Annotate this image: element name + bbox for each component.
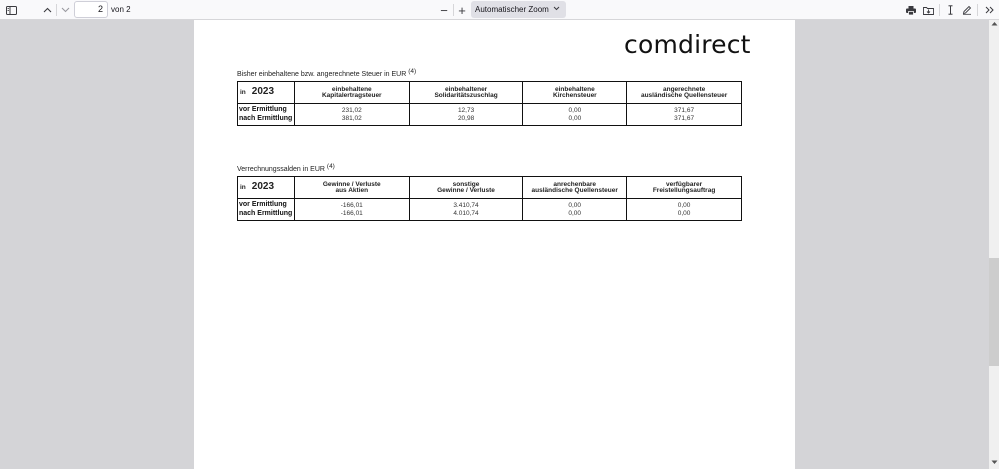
toolbar-divider — [939, 4, 940, 16]
column-header: verfügbarer Freistellungsauftrag — [627, 177, 742, 199]
pen-icon — [962, 5, 972, 15]
toolbar-divider — [56, 4, 57, 16]
row-labels: vor Ermittlung nach Ermittlung — [238, 199, 295, 221]
column-header: einbehaltene Kirchensteuer — [523, 82, 627, 104]
withheld-tax-table — [237, 81, 742, 126]
pdf-toolbar — [0, 0, 999, 20]
chevron-up-icon — [43, 7, 52, 13]
toolbar-divider — [453, 4, 454, 16]
table-cell: 231,02 381,02 — [294, 104, 409, 126]
table-cell: 12,73 20,98 — [409, 104, 523, 126]
double-chevron-right-icon — [985, 6, 994, 14]
column-header: einbehaltene Kapitalertragsteuer — [294, 82, 409, 104]
table-header-row — [238, 177, 742, 199]
column-header: Gewinne / Verluste aus Aktien — [294, 177, 409, 199]
chevron-down-icon — [61, 7, 70, 13]
table-cell: 0,00 0,00 — [523, 199, 627, 221]
print-icon — [906, 6, 916, 15]
table-cell: 0,00 0,00 — [523, 104, 627, 126]
table-cell: 371,67 371,67 — [627, 104, 742, 126]
text-tool-button[interactable] — [944, 2, 956, 18]
zoom-level-select[interactable] — [471, 1, 566, 18]
previous-page-button[interactable] — [40, 2, 54, 18]
plus-icon: + — [458, 2, 466, 18]
toolbar-divider — [977, 4, 978, 16]
table-cell: -166,01 -166,01 — [294, 199, 409, 221]
scroll-down-icon — [991, 460, 998, 465]
table-row — [238, 199, 742, 221]
document-viewer — [0, 20, 989, 469]
zoom-in-button[interactable] — [455, 2, 469, 18]
offset-balances-table — [237, 176, 742, 221]
footnote-marker: (4) — [408, 68, 417, 75]
comdirect-logo: comdirect — [624, 30, 751, 59]
scrollbar-thumb[interactable] — [989, 258, 999, 366]
pdf-page — [194, 20, 795, 469]
vertical-scrollbar[interactable] — [989, 20, 999, 469]
page-count-label: von 2 — [111, 5, 131, 14]
table-cell: 3.410,74 4.010,74 — [409, 199, 523, 221]
next-page-button[interactable] — [58, 2, 72, 18]
year-header: in 2023 — [238, 82, 295, 104]
scroll-down-button[interactable] — [989, 459, 999, 469]
zoom-out-button[interactable] — [437, 2, 451, 18]
table-cell: 0,00 0,00 — [627, 199, 742, 221]
table-header-row — [238, 82, 742, 104]
minus-icon: − — [440, 2, 448, 18]
zoom-level-value: Automatischer Zoom — [475, 5, 549, 14]
withheld-tax-title: Bisher einbehaltene bzw. angerechnete Steuer in EUR $^{(4)}$ — [237, 68, 417, 78]
table-row — [238, 104, 742, 126]
scroll-up-icon — [991, 21, 998, 26]
column-header: einbehaltener Solidaritätszuschlag — [409, 82, 523, 104]
page-number-input[interactable]: 2 — [74, 1, 108, 18]
scroll-up-button[interactable] — [989, 20, 999, 30]
more-tools-button[interactable] — [982, 2, 996, 18]
text-cursor-icon — [947, 5, 954, 15]
row-labels: vor Ermittlung nach Ermittlung — [238, 104, 295, 126]
chevron-down-icon — [553, 4, 560, 13]
column-header: anrechenbare ausländische Quellensteuer — [523, 177, 627, 199]
save-button[interactable] — [922, 2, 935, 18]
column-header: sonstige Gewinne / Verluste — [409, 177, 523, 199]
draw-tool-button[interactable] — [961, 2, 973, 18]
save-icon — [923, 6, 934, 15]
sidebar-toggle-button[interactable] — [4, 2, 18, 18]
year-header: in 2023 — [238, 177, 295, 199]
footnote-marker: (4) — [326, 163, 335, 170]
print-button[interactable] — [905, 2, 917, 18]
sidebar-icon — [6, 6, 17, 15]
column-header: angerechnete ausländische Quellensteuer — [627, 82, 742, 104]
offset-balances-title: Verrechnungssalden in EUR $^{(4)}$ — [237, 163, 335, 173]
